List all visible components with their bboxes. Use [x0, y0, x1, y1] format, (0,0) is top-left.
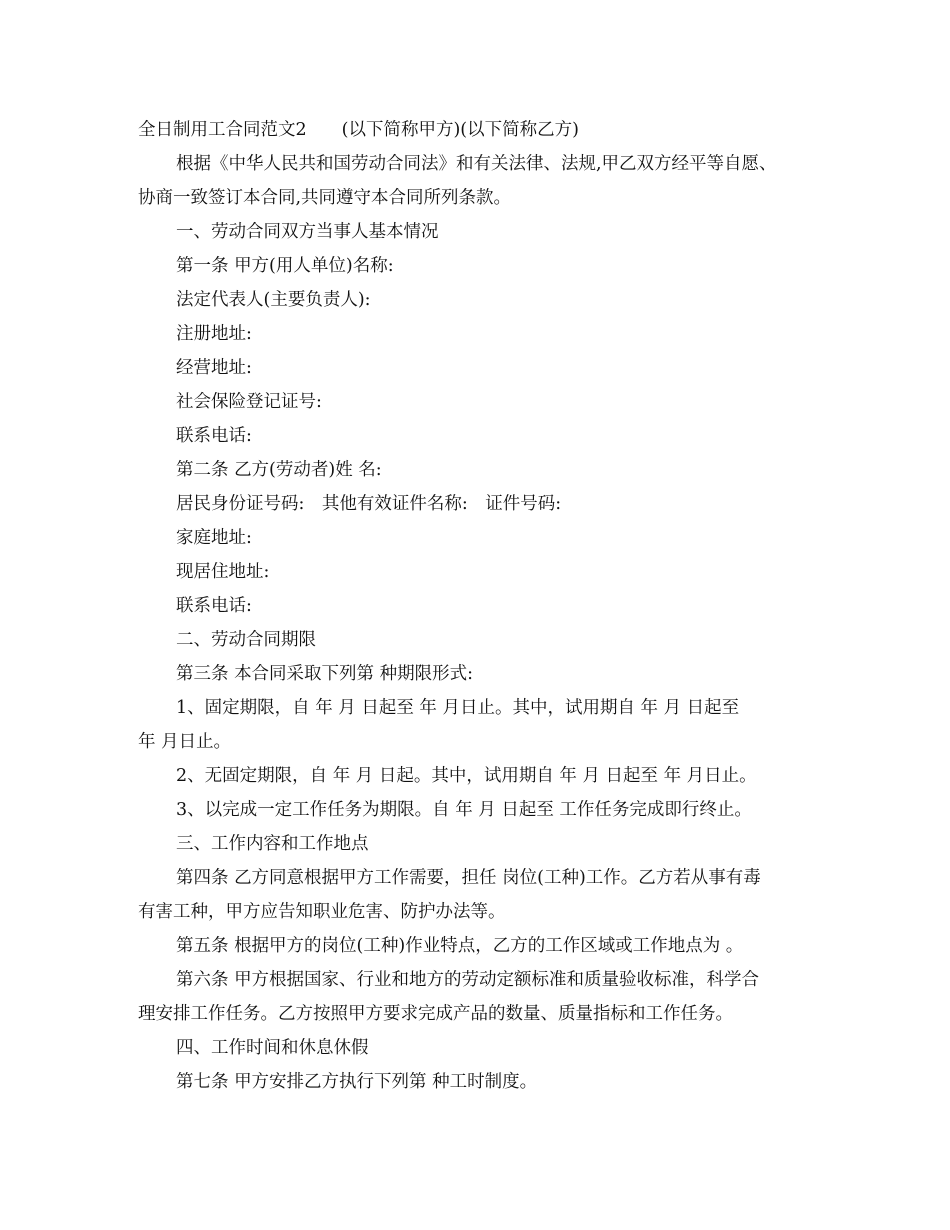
document-line: 三、工作内容和工作地点	[176, 834, 369, 854]
document-line: 协商一致签订本合同,共同遵守本合同所列条款。	[138, 188, 512, 208]
document-line: 注册地址:	[176, 324, 252, 344]
document-line: 2、无固定期限，自 年 月 日起。其中，试用期自 年 月 日起至 年 月日止。	[176, 766, 757, 786]
document-line: 社会保险登记证号:	[176, 392, 322, 412]
document-line: 现居住地址:	[176, 562, 270, 582]
document-line: 四、工作时间和休息休假	[176, 1038, 369, 1058]
document-line: 第六条 甲方根据国家、行业和地方的劳动定额标准和质量验收标准，科学合	[176, 970, 760, 990]
document-line: 第五条 根据甲方的岗位(工种)作业特点，乙方的工作区域或工作地点为 。	[176, 936, 744, 956]
document-line: 联系电话:	[176, 596, 252, 616]
document-line: 年 月日止。	[138, 732, 232, 752]
document-line: 第四条 乙方同意根据甲方工作需要，担任 岗位(工种)工作。乙方若从事有毒	[176, 868, 761, 888]
document-line: 二、劳动合同期限	[176, 630, 316, 650]
document-line: 理安排工作任务。乙方按照甲方要求完成产品的数量、质量指标和工作任务。	[138, 1004, 733, 1024]
document-line: 第七条 甲方安排乙方执行下列第 种工时制度。	[176, 1072, 538, 1092]
document-line: 根据《中华人民共和国劳动合同法》和有关法律、法规,甲乙双方经平等自愿、	[176, 154, 777, 174]
document-line: 有害工种，甲方应告知职业危害、防护办法等。	[138, 902, 506, 922]
document-line: 联系电话:	[176, 426, 252, 446]
document-line: 居民身份证号码: 其他有效证件名称: 证件号码:	[176, 494, 562, 514]
document-body	[138, 113, 818, 1099]
document-line: 第三条 本合同采取下列第 种期限形式:	[176, 664, 474, 684]
document-line: 第二条 乙方(劳动者)姓 名:	[176, 460, 382, 480]
document-line: 法定代表人(主要负责人):	[176, 290, 371, 310]
document-line: 1、固定期限，自 年 月 日起至 年 月日止。其中，试用期自 年 月 日起至	[176, 698, 740, 718]
document-line: 3、以完成一定工作任务为期限。自 年 月 日起至 工作任务完成即行终止。	[176, 800, 752, 820]
document-line: 第一条 甲方(用人单位)名称:	[176, 256, 394, 276]
document-line: 一、劳动合同双方当事人基本情况	[176, 222, 439, 242]
document-line: 家庭地址:	[176, 528, 252, 548]
document-line: 全日制用工合同范文2 (以下简称甲方)(以下简称乙方)	[138, 120, 579, 140]
document-line: 经营地址:	[176, 358, 252, 378]
